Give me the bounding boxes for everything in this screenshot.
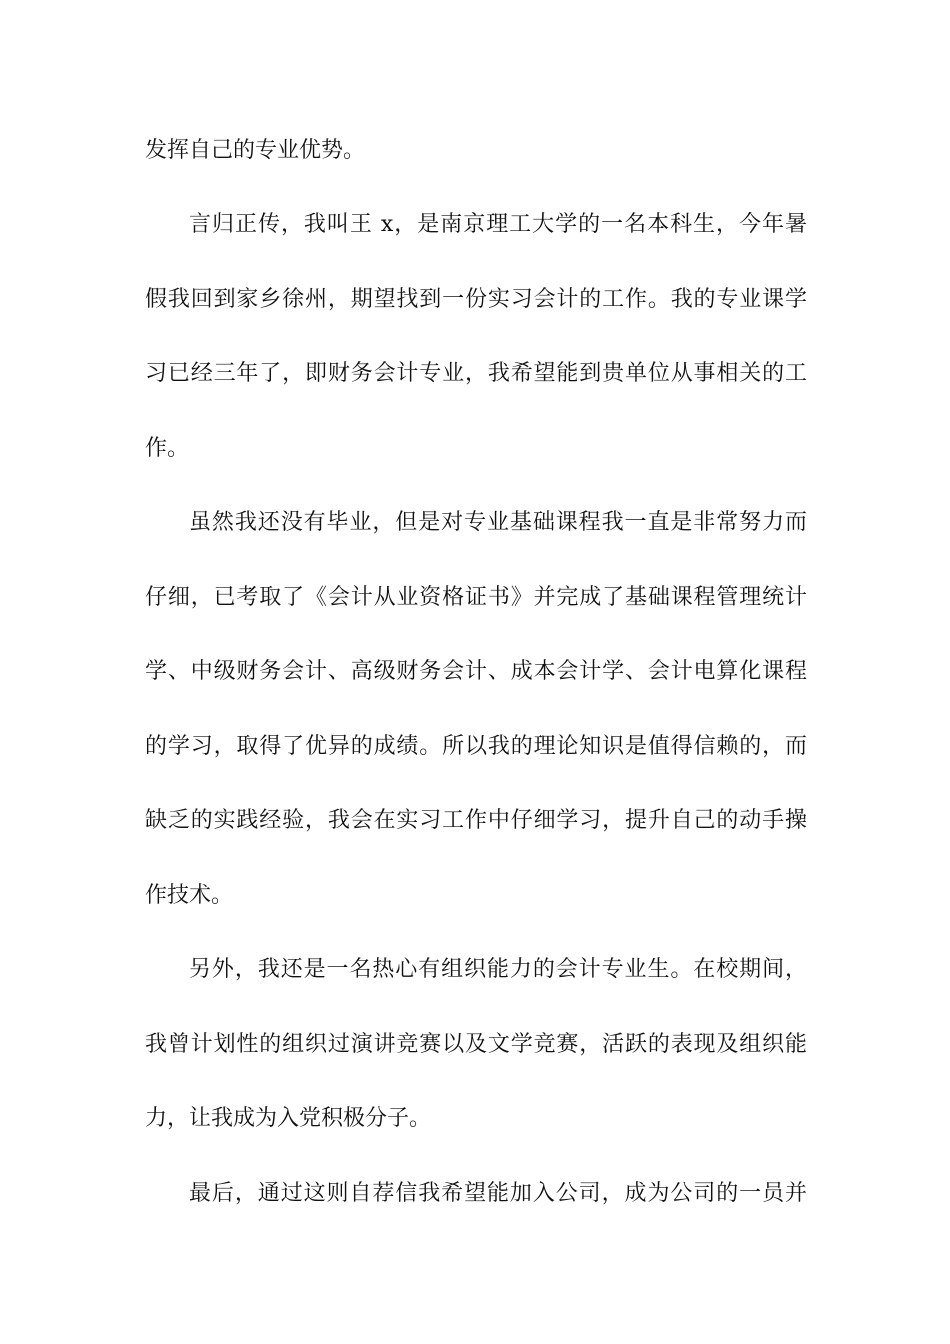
text-line: 缺乏的实践经验，我会在实习工作中仔细学习，提升自己的动手操 (145, 808, 807, 833)
text-line: 发挥自己的专业优势。 (145, 138, 366, 163)
text-line: 作。 (145, 436, 190, 461)
text-line: 假我回到家乡徐州，期望找到一份实习会计的工作。我的专业课学 (145, 287, 807, 312)
text-line: 我曾计划性的组织过演讲竞赛以及文学竞赛，活跃的表现及组织能 (145, 1032, 807, 1057)
text-line: 言归正传，我叫王 x，是南京理工大学的一名本科生，今年暑 (189, 212, 807, 237)
text-line: 力，让我成为入党积极分子。 (145, 1106, 432, 1131)
text-line: 学、中级财务会计、高级财务会计、成本会计学、会计电算化课程 (145, 659, 807, 684)
text-line: 虽然我还没有毕业，但是对专业基础课程我一直是非常努力而 (189, 510, 807, 535)
text-line: 另外，我还是一名热心有组织能力的会计专业生。在校期间， (189, 957, 807, 982)
text-line: 习已经三年了，即财务会计专业，我希望能到贵单位从事相关的工 (145, 361, 807, 386)
text-line: 作技术。 (145, 883, 234, 908)
text-line: 的学习，取得了优异的成绩。所以我的理论知识是值得信赖的，而 (145, 734, 807, 759)
text-line: 最后，通过这则自荐信我希望能加入公司，成为公司的一员并 (189, 1181, 807, 1206)
text-line: 仔细，已考取了《会计从业资格证书》并完成了基础课程管理统计 (145, 585, 807, 610)
